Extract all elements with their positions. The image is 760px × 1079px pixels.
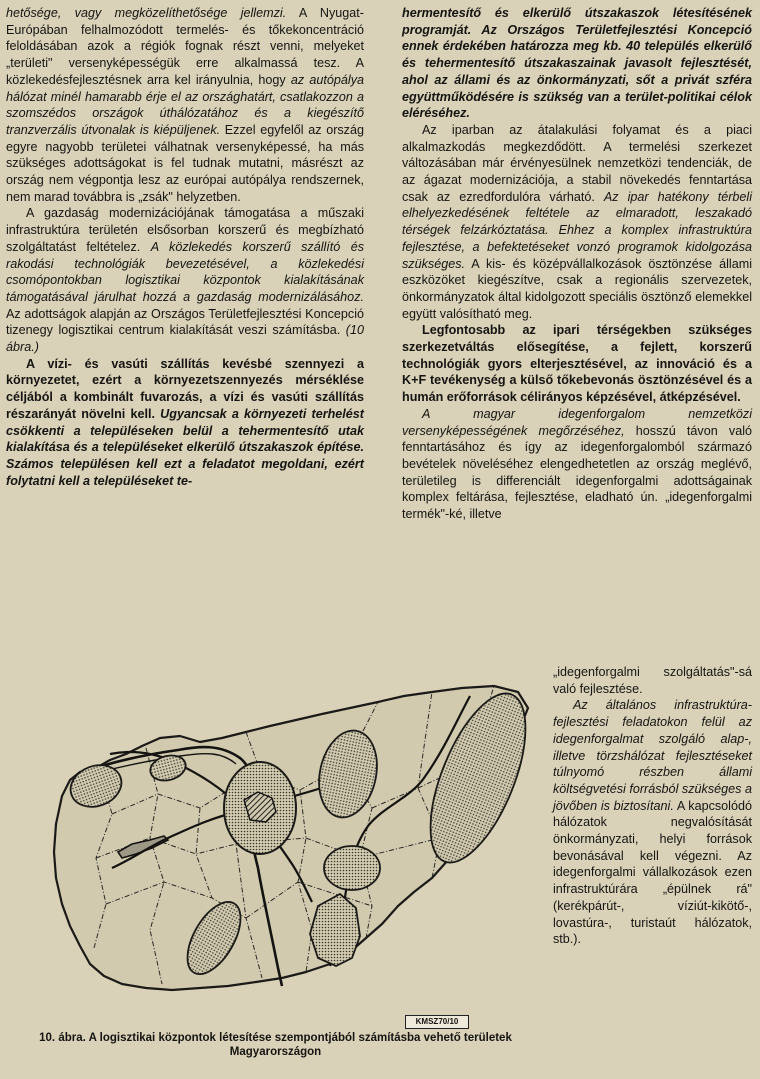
paragraph-tourism xyxy=(402,406,752,523)
body-text: A Nyugat-Európában felhalmozódott termelés- és tőkekoncentráció feloldásában azok a régiók fognak részt venni, melyeket „területi" versenyképességük erre alkalmassá tesz. A közlekedésfejlesztésnek arra kel irányulnia, hogy xyxy=(6,6,364,87)
map-code-label: KMSZ70/10 xyxy=(405,1015,469,1029)
body-text: Az iparban az átalakulási folyamat és a piaci alkalmazkodás megkezdődött. A termelési szerkezet változásában már érvényesülnek nemzetközi tendenciák, de az ágazat modernizációja, a stabil növekedés fenntartása csak az ezredfordulóra várható. xyxy=(402,122,752,204)
paragraph-water-rail xyxy=(6,356,364,490)
bold-text: Legfontosabb az ipari térségekben szükséges szerkezetváltás elősegítése, a fejlett, korszerű technológiák gyors elterjesztésével, az innováció és a K+F tevékenység a külső tőkebevonás ösztönzésével és a humán erőforrások célirányos képzésével, átképzésével. xyxy=(402,323,752,405)
paragraph-transport xyxy=(6,5,364,205)
hungary-logistics-map xyxy=(0,668,545,1008)
bold-italic-text: hermentesítő és elkerülő útszakaszok létesítésének programját. Az Országos Területfejlesztési Koncepció ennek érdekében határozza meg kb. 40 település elkerülő és tehermentesítő útszakaszainak javasolt fejlesztését, ahol az állami és az önkormányzati, sőt a privát szféra együttműködésére is szükség van a terület-politikai célok eléréséhez. xyxy=(402,6,752,121)
body-text: A gazdaság modernizációjának támogatása a műszaki infrastruktúra területén elsősorban korszerű és megbízható szolgáltatást feltételez. xyxy=(6,206,364,254)
paragraph-bypass-roads xyxy=(402,5,752,122)
body-text: „idegenforgalmi szolgáltatás"-sá való fejlesztése. xyxy=(553,665,752,696)
left-text-column xyxy=(6,5,364,489)
figure-caption: 10. ábra. A logisztikai központok létesítése szempontjából számításba vehető területek Magyarországon xyxy=(39,1032,512,1058)
paragraph-infrastructure-funding xyxy=(553,697,752,948)
body-text: Az adottságok alapján az Országos Területfejlesztési Koncepció tizenegy logisztikai centrum kialakítását veszi számításba. xyxy=(6,306,364,338)
body-text: hosszú távon való fenntartásához és így az idegenforgalomból származó bevételek növeléséhez elengedhetetlen az ország meglévő, területileg is differenciált idegenforgalmi adottságainak komplex feltárása, fejlesztése, eladható ún. „idegenforgalmi termék"-ké, illetve xyxy=(402,423,752,522)
paragraph-modernization xyxy=(6,205,364,355)
italic-text: A közlekedés korszerű szállító és rakodási technológiák bevezetésével, a közlekedési csomópontokban logisztikai központok kialakításának támogatásával járulhat hozzá a gazdaság modernizálásához. xyxy=(6,239,364,304)
bold-italic-text: Ugyancsak a környezeti terhelést csökkenti a településeken belül a tehermentesítő utak kialakítása és a településeket elkerülő útszakaszok építése. Számos településen kell ezt a feladatot megoldani, ezért folytatni kell a településeket te- xyxy=(6,406,364,488)
figure-reference: (10 ábra.) xyxy=(6,323,364,355)
italic-text: az autópálya hálózat minél hamarabb érje el az országhatárt, csatlakozzon a szomszédos országok úthálózatához és a kiegészítő tranzverzális útvonalak is kiépüljenek. xyxy=(6,72,365,137)
right-text-column xyxy=(402,5,752,523)
map-graphic xyxy=(0,668,545,1008)
right-narrow-column xyxy=(553,664,752,948)
bold-text: A vízi- és vasúti szállítás kevésbé szennyezi a környezetet, ezért a környezetszennyezés mérséklése céljából a kombinált fuvarozás, a vízi és vasúti szállítás részarányát növelni kell. xyxy=(6,356,364,421)
italic-text: hetősége, vagy megközelíthetősége jellemzi. xyxy=(6,6,287,20)
body-text: A kapcsolódó hálózatok negvalósítását önkormányzati, helyi források bevonásával kell végezni. Az idegenforgalmi vállalkozások ezen infrastruktúrára „épülnek rá" (kerékpárút-, víziút-kikötő-, lovastúra-, turistaút hálózatok, stb.). xyxy=(553,798,752,947)
body-text: Ezzel egyfelől az ország egyre nagyobb területei válhatnak versenyképessé, ha más szükséges adottságokat is fel tudnak mutatni, másrészt az ország nem végpontja lesz az európai autópálya rendszernek, nem marad továbbra is „zsák" helyzetben. xyxy=(6,122,364,204)
body-text: A kis- és középvállalkozások ösztönzése állami eszközöket kiegészítve, csak a regionális szervezetek, önkormányzatok által kidolgozott speciális ösztönző elemekkel együtt valósítható meg. xyxy=(402,256,752,321)
italic-text: Az általános infrastruktúra-fejlesztési feladatokon felül az idegenforgalmat szolgáló alap-, illetve törzshálózat fejlesztéseket túlnyomó részben állami költségvetési forrásból szükséges a jövőben is biztosítani. xyxy=(553,698,752,813)
paragraph-industry xyxy=(402,122,752,322)
italic-text: Az ipar hatékony térbeli elhelyezkedésének feltétele az elmaradott, leszakadó térségek felzárkóztatása. Ehhez a komplex infrastruktúra fejlesztése, a befektetéseket vonzó programok kidolgozása szükséges. xyxy=(402,189,753,271)
italic-text: A magyar idegenforgalom nemzetközi versenyképességének megőrzéséhez, xyxy=(402,406,752,438)
paragraph-structural-change xyxy=(402,322,752,406)
paragraph-tourism-continued xyxy=(553,664,752,697)
logistics-area-szolnok xyxy=(324,846,380,890)
